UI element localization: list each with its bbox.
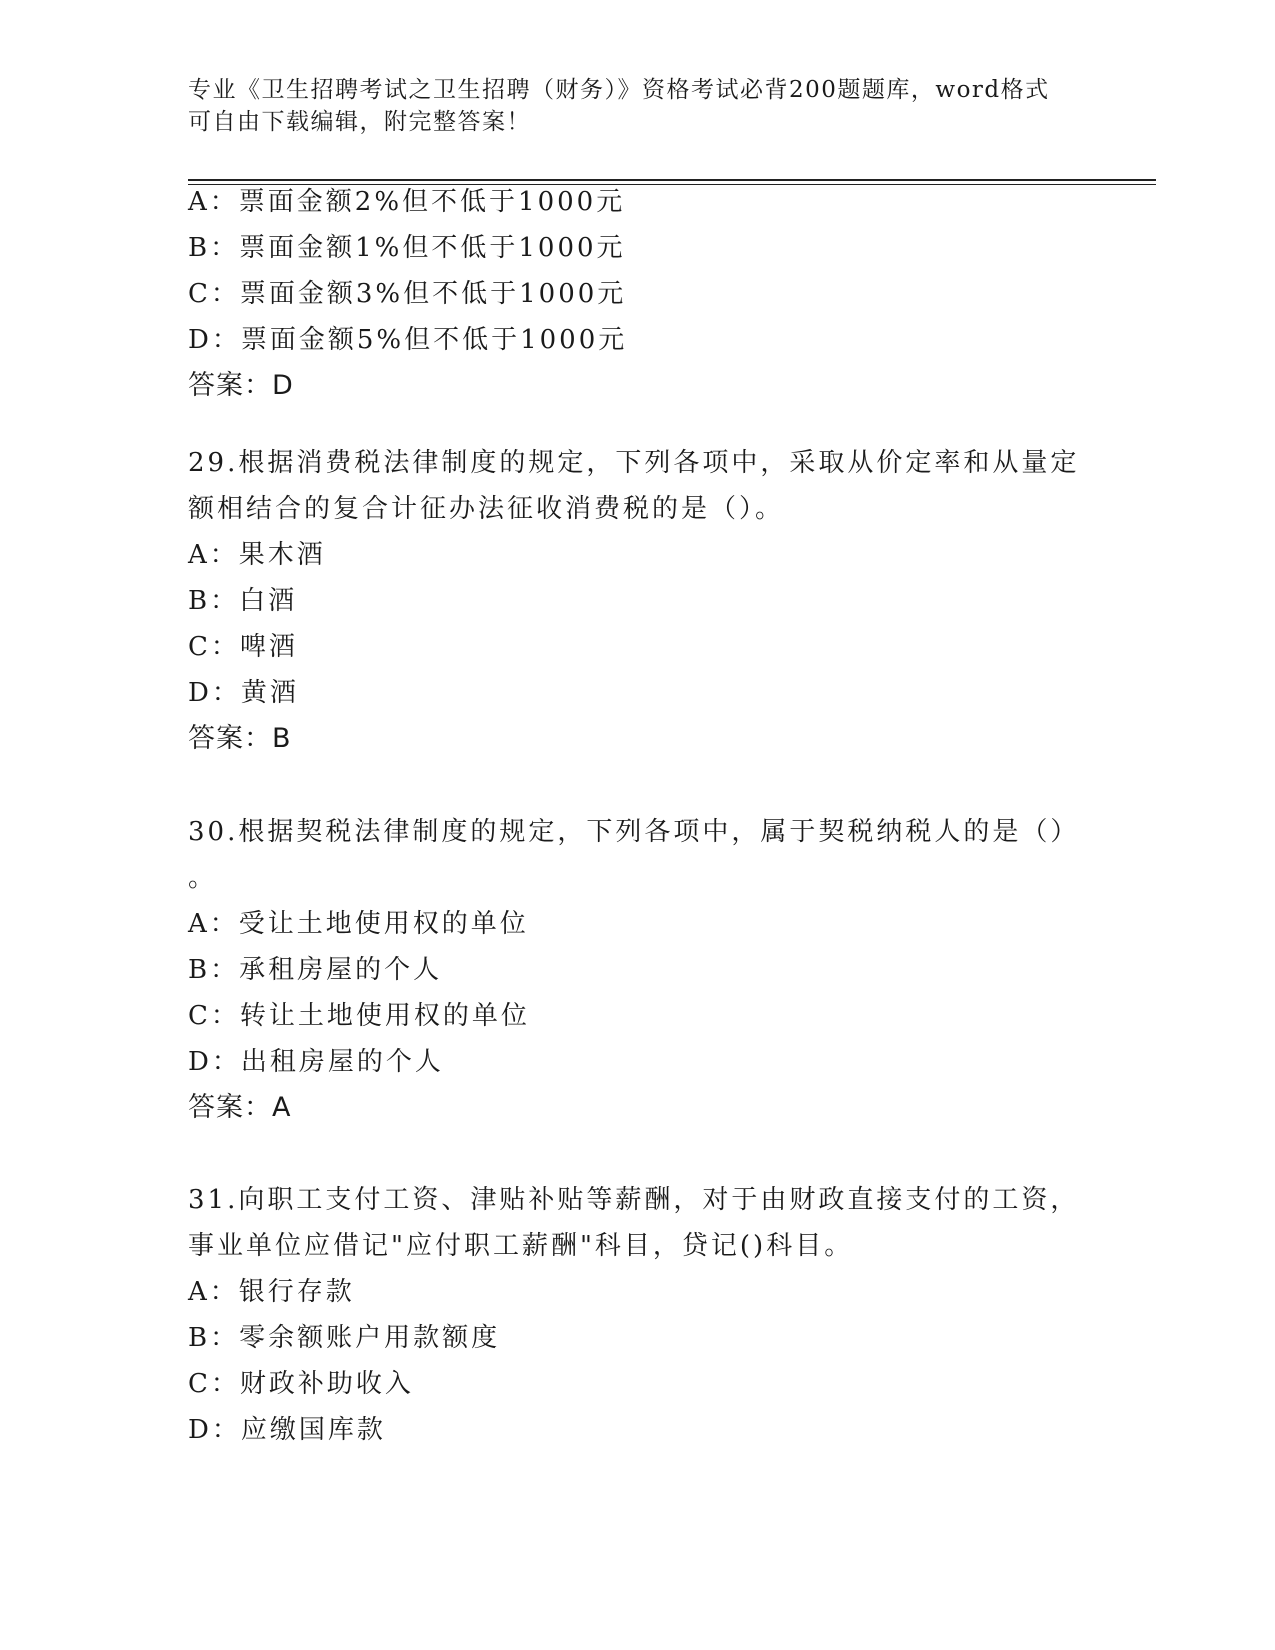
option-b: B：承租房屋的个人 (188, 955, 443, 985)
question-stem-line-1: 31.向职工支付工资、津贴补贴等薪酬，对于由财政直接支付的工资， (188, 1185, 1080, 1215)
header-line-2: 可自由下载编辑，附完整答案！ (188, 109, 531, 135)
answer-line: 答案：A (188, 1092, 292, 1123)
option-c: C：票面金额3%但不低于1000元 (188, 279, 627, 309)
question-31 (188, 1177, 1148, 1453)
option-b: B：白酒 (188, 586, 298, 616)
question-stem-line-2: 。 (188, 863, 218, 893)
question-29 (188, 440, 1148, 762)
option-a: A：果木酒 (188, 540, 326, 570)
option-a: A：银行存款 (188, 1277, 355, 1307)
option-d: D：票面金额5%但不低于1000元 (188, 325, 628, 355)
option-d: D：黄酒 (188, 678, 299, 708)
option-a: A：受让土地使用权的单位 (188, 909, 529, 939)
question-30 (188, 809, 1148, 1131)
option-d: D：应缴国库款 (188, 1415, 386, 1445)
option-d: D：出租房屋的个人 (188, 1047, 444, 1077)
option-c: C：啤酒 (188, 632, 298, 662)
option-b: B：票面金额1%但不低于1000元 (188, 233, 626, 263)
option-b: B：零余额账户用款额度 (188, 1323, 501, 1353)
answer-line: 答案：D (188, 370, 294, 401)
option-a: A：票面金额2%但不低于1000元 (188, 187, 626, 217)
header-line-1: 专业《卫生招聘考试之卫生招聘（财务）》资格考试必背200题题库，word格式 (188, 77, 1050, 103)
question-stem-line-2: 事业单位应借记"应付职工薪酬"科目，贷记()科目。 (188, 1231, 854, 1261)
question-stem-line-1: 30.根据契税法律制度的规定，下列各项中，属于契税纳税人的是（） (188, 817, 1080, 847)
question-stem-line-2: 额相结合的复合计征办法征收消费税的是（）。 (188, 494, 785, 524)
question-stem-line-1: 29.根据消费税法律制度的规定，下列各项中，采取从价定率和从量定 (188, 448, 1080, 478)
option-c: C：转让土地使用权的单位 (188, 1001, 530, 1031)
document-header (188, 74, 1088, 138)
question-28 (188, 179, 1148, 409)
option-c: C：财政补助收入 (188, 1369, 414, 1399)
answer-line: 答案：B (188, 723, 292, 754)
